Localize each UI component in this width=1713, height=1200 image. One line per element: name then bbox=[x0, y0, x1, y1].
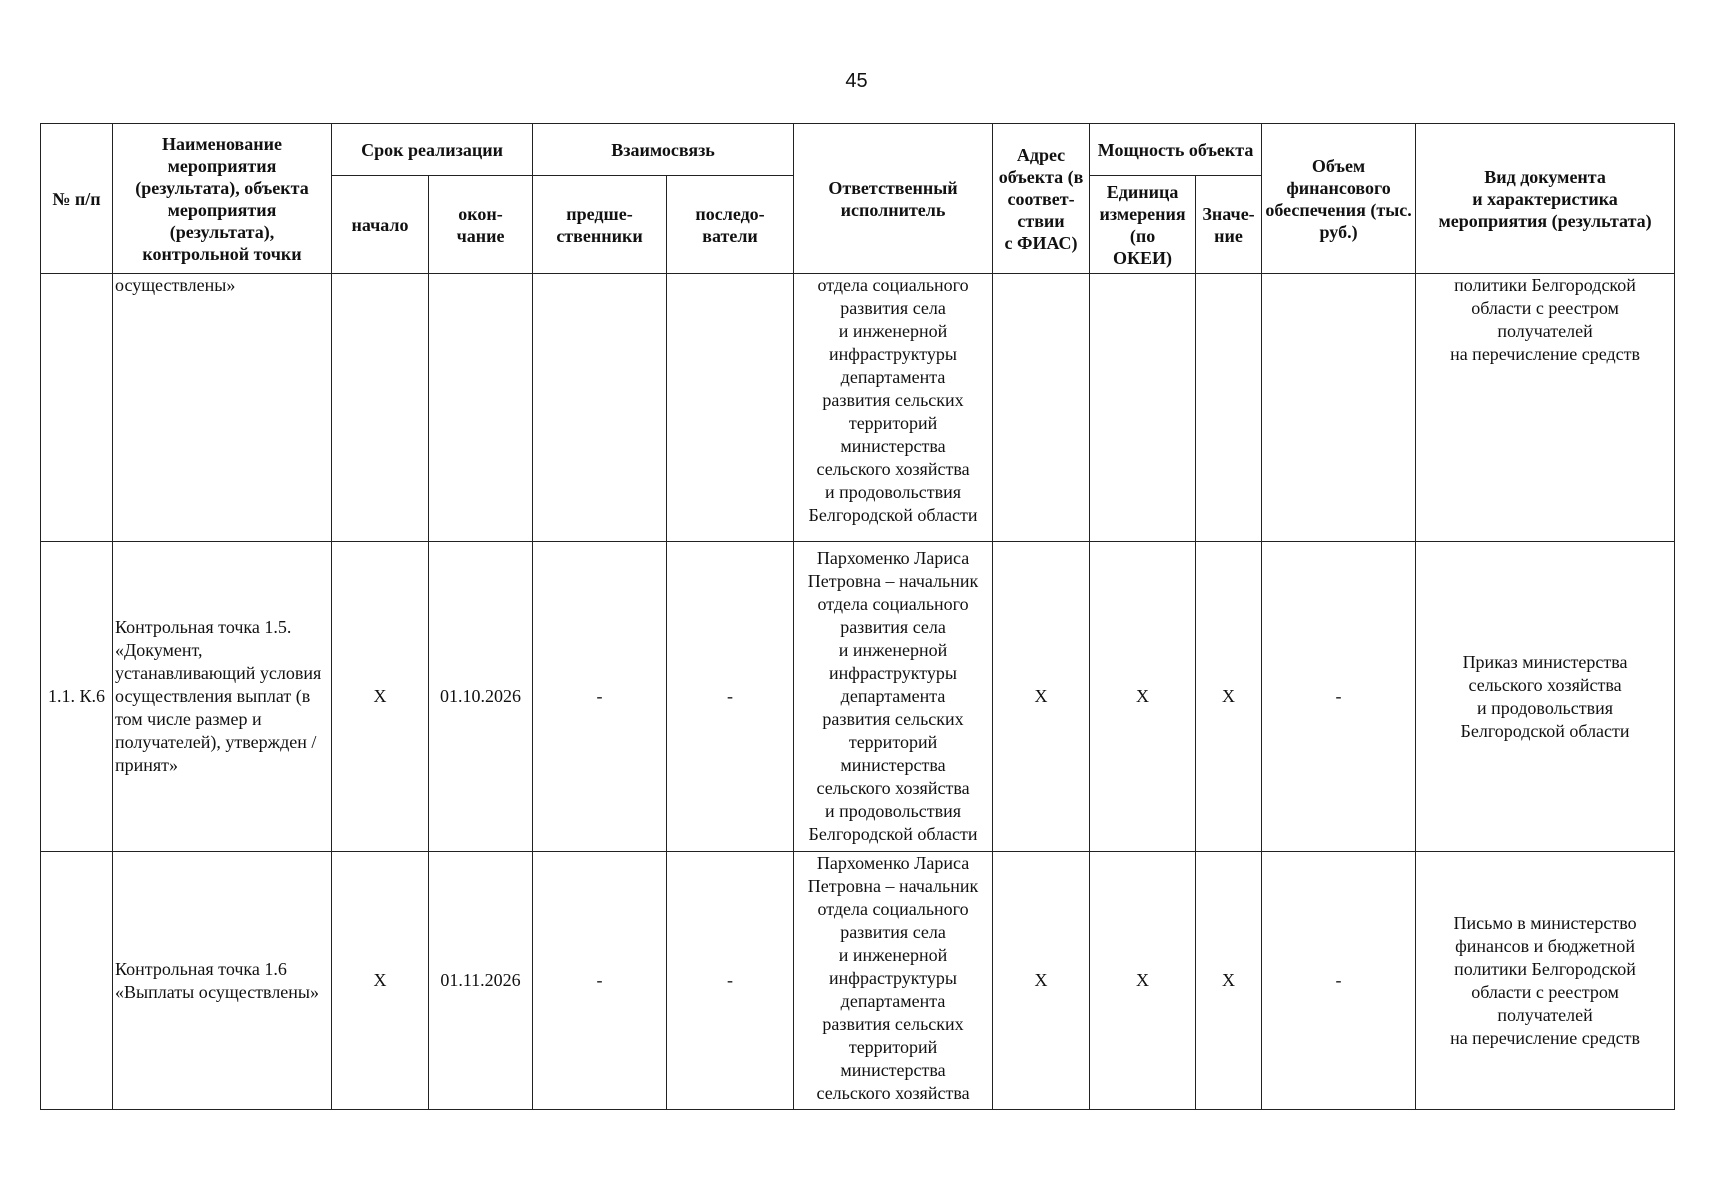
cell-num: 1.1. К.6 bbox=[41, 542, 113, 852]
cell-doc: Письмо в министерство финансов и бюджетной политики Белгородской области с реестром получателей на перечисление средств bbox=[1416, 852, 1675, 1110]
cell-num bbox=[41, 274, 113, 542]
page-number: 45 bbox=[845, 70, 868, 92]
cell-finance: - bbox=[1262, 852, 1416, 1110]
plan-table bbox=[40, 123, 1675, 1110]
header-relation: Взаимосвязь bbox=[533, 124, 794, 176]
header-responsible: Ответственный исполнитель bbox=[794, 124, 993, 274]
cell-num bbox=[41, 852, 113, 1110]
header-unit: Единица измерения (по ОКЕИ) bbox=[1090, 176, 1196, 274]
table-row bbox=[41, 274, 1675, 542]
header-period-start: начало bbox=[332, 176, 429, 274]
cell-address: X bbox=[993, 542, 1090, 852]
cell-end bbox=[429, 274, 533, 542]
cell-unit bbox=[1090, 274, 1196, 542]
header-period: Срок реализации bbox=[332, 124, 533, 176]
cell-name: Контрольная точка 1.6 «Выплаты осуществлены» bbox=[113, 852, 332, 1110]
cell-name: осуществлены» bbox=[113, 274, 332, 542]
cell-start: X bbox=[332, 542, 429, 852]
cell-doc: Приказ министерства сельского хозяйства и продовольствия Белгородской области bbox=[1416, 542, 1675, 852]
cell-unit: X bbox=[1090, 852, 1196, 1110]
header-predecessors: предше- ственники bbox=[533, 176, 667, 274]
cell-doc: политики Белгородской области с реестром получателей на перечисление средств bbox=[1416, 274, 1675, 542]
table-row bbox=[41, 852, 1675, 1110]
header-name: Наименование мероприятия (результата), объекта мероприятия (результата), контрольной точки bbox=[113, 124, 332, 274]
header-num: № п/п bbox=[41, 124, 113, 274]
cell-responsible: Пархоменко Лариса Петровна – начальник отдела социального развития села и инженерной инфраструктуры департамента развития сельских территорий министерства сельского хозяйства bbox=[794, 852, 993, 1110]
cell-address: X bbox=[993, 852, 1090, 1110]
cell-unit: X bbox=[1090, 542, 1196, 852]
cell-end: 01.10.2026 bbox=[429, 542, 533, 852]
header-address: Адрес объекта (в соответ- ствии с ФИАС) bbox=[993, 124, 1090, 274]
header-successors: последо- ватели bbox=[667, 176, 794, 274]
cell-start bbox=[332, 274, 429, 542]
cell-predecessors bbox=[533, 274, 667, 542]
cell-responsible: отдела социального развития села и инженерной инфраструктуры департамента развития сельских территорий министерства сельского хозяйства и продовольствия Белгородской области bbox=[794, 274, 993, 542]
cell-finance: - bbox=[1262, 542, 1416, 852]
cell-value bbox=[1196, 274, 1262, 542]
cell-value: X bbox=[1196, 852, 1262, 1110]
cell-value: X bbox=[1196, 542, 1262, 852]
cell-successors bbox=[667, 274, 794, 542]
cell-name: Контрольная точка 1.5. «Документ, устанавливающий условия осуществления выплат (в том числе размер и получателей), утвержден / принят» bbox=[113, 542, 332, 852]
header-finance: Объем финансового обеспечения (тыс. руб.) bbox=[1262, 124, 1416, 274]
header-doc-type: Вид документа и характеристика мероприятия (результата) bbox=[1416, 124, 1675, 274]
cell-predecessors: - bbox=[533, 852, 667, 1110]
cell-finance bbox=[1262, 274, 1416, 542]
header-row-top bbox=[41, 124, 1675, 176]
cell-successors: - bbox=[667, 852, 794, 1110]
header-capacity: Мощность объекта bbox=[1090, 124, 1262, 176]
cell-successors: - bbox=[667, 542, 794, 852]
header-value: Значе- ние bbox=[1196, 176, 1262, 274]
cell-predecessors: - bbox=[533, 542, 667, 852]
cell-responsible: Пархоменко Лариса Петровна – начальник отдела социального развития села и инженерной инфраструктуры департамента развития сельских территорий министерства сельского хозяйства и продовольствия Белгородской области bbox=[794, 542, 993, 852]
cell-address bbox=[993, 274, 1090, 542]
cell-start: X bbox=[332, 852, 429, 1110]
cell-end: 01.11.2026 bbox=[429, 852, 533, 1110]
header-period-end: окон- чание bbox=[429, 176, 533, 274]
table-row bbox=[41, 542, 1675, 852]
